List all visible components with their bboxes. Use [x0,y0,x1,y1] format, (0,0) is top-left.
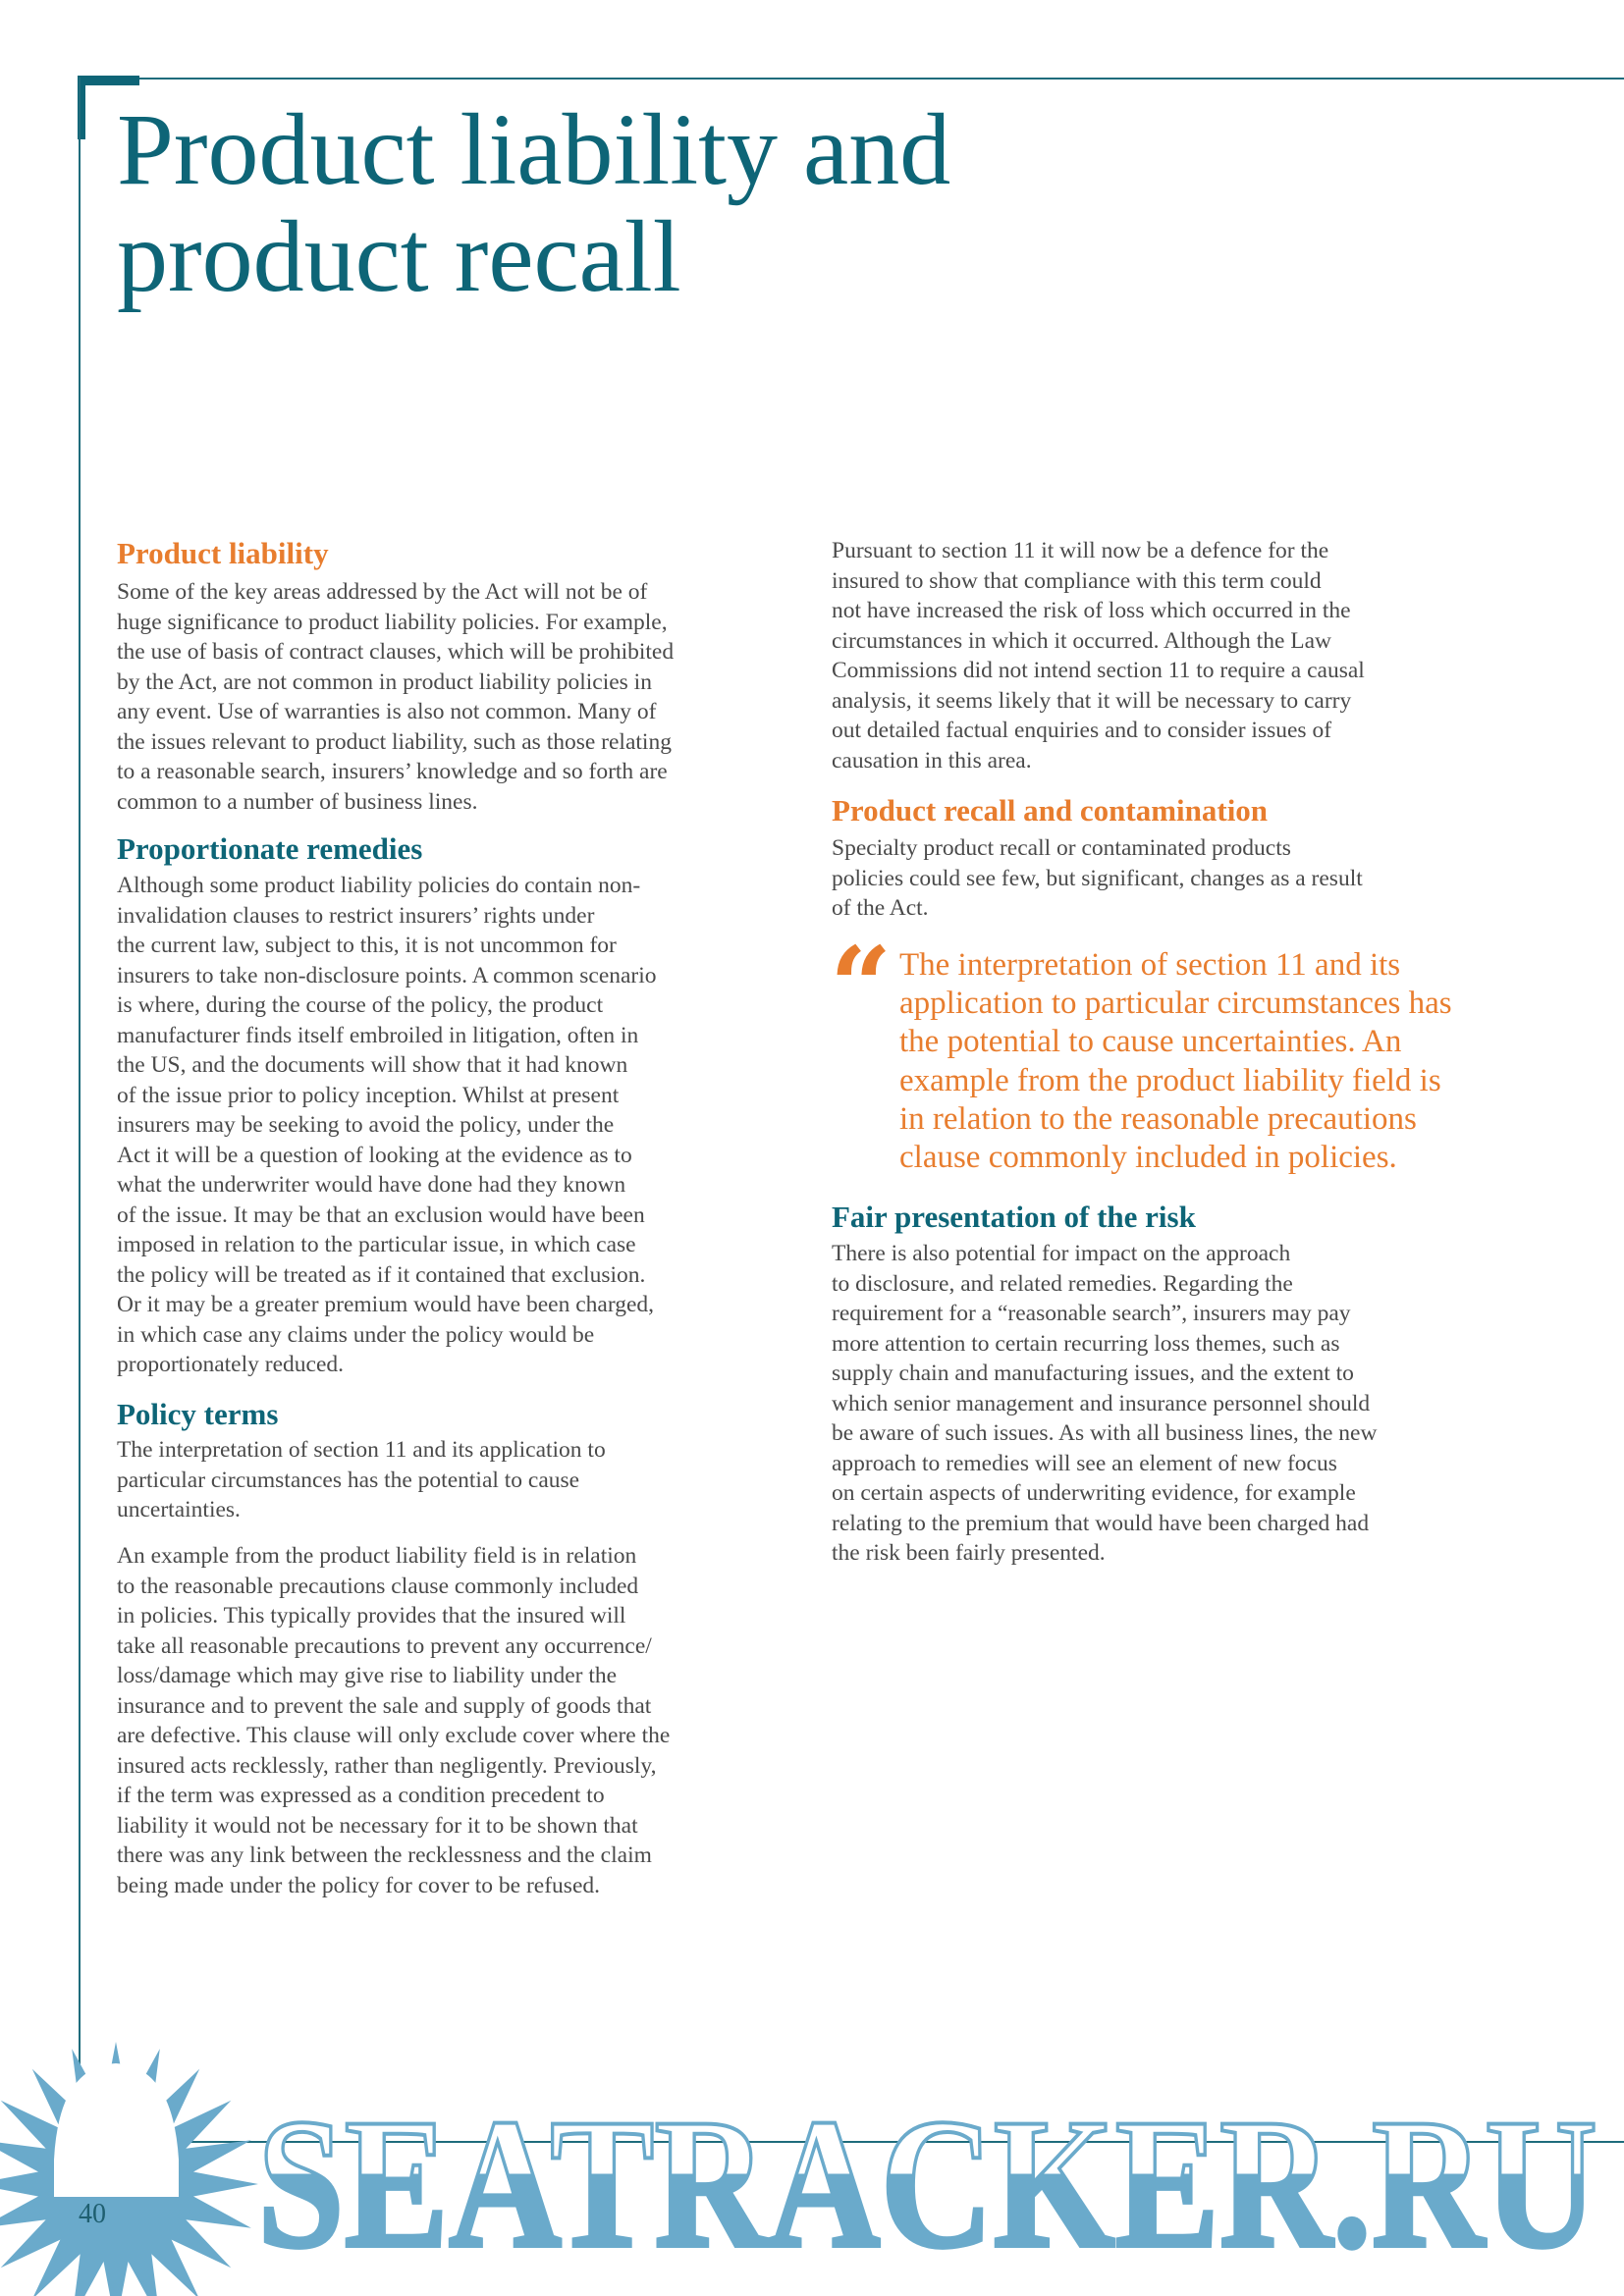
text-line: in policies. This typically provides that the insured will [117,1603,626,1629]
text-line: Although some product liability policies do contain non- [117,873,641,898]
text-line: loss/damage which may give rise to liability under the [117,1663,618,1688]
text-line: the current law, subject to this, it is not uncommon for [117,933,617,958]
text-line: any event. Use of warranties is also not common. Many of [117,699,657,724]
text-line: of the issue. It may be that an exclusion would have been [117,1201,645,1228]
pull-quote [899,946,1452,1177]
quote-mark-icon: “ [830,923,893,1049]
text-line: invalidation clauses to restrict insurers’ rights under [117,902,595,929]
text-line: on certain aspects of underwriting evidence, for example [832,1480,1356,1506]
text-line: insurance and to prevent the sale and supply of goods that [117,1692,652,1719]
text-line: what the underwriter would have done had they known [117,1172,626,1198]
watermark-text: SEATRACKER.RU [257,2081,1597,2287]
text-line: insured to show that compliance with this term could [832,567,1322,594]
text-line: of the Act. [832,895,929,921]
text-line: example from the product liability field is [899,1062,1441,1098]
text-line: insured acts recklessly, rather than negligently. Previously, [117,1752,657,1779]
title-line: product recall [117,200,681,313]
page-title [117,93,951,313]
text-line: Commissions did not intend section 11 to require a causal [832,658,1365,683]
text-line: the US, and the documents will show that it had known [117,1052,628,1078]
text-line: supply chain and manufacturing issues, and the extent to [832,1361,1354,1386]
paragraph-product-liability [117,577,674,817]
heading-policy-terms: Policy terms [117,1397,279,1431]
text-line: is where, during the course of the policy, the product [117,992,604,1018]
text-line: by the Act, are not common in product liability policies in [117,668,652,695]
starburst-dome [54,2063,179,2197]
text-line: the potential to cause uncertainties. An [899,1024,1402,1060]
heading-product-liability: Product liability [117,536,329,570]
text-line: Act it will be a question of looking at the evidence as to [117,1142,632,1168]
text-line: liability it would not be necessary for it to be shown that [117,1812,638,1839]
text-line: to disclosure, and related remedies. Regarding the [832,1270,1293,1297]
text-line: uncertainties. [117,1497,241,1522]
paragraph-product-recall [832,833,1363,924]
text-line: imposed in relation to the particular issue, in which case [117,1232,636,1257]
text-line: if the term was expressed as a condition precedent to [117,1783,605,1808]
text-line: Some of the key areas addressed by the Act will not be of [117,579,648,605]
text-line: the policy will be treated as if it contained that exclusion. [117,1261,646,1288]
text-line: insurers may be seeking to avoid the policy, under the [117,1112,615,1138]
text-line: to a reasonable search, insurers’ knowledge and so forth are [117,759,668,784]
text-line: approach to remedies will see an element of new focus [832,1450,1337,1476]
text-line: circumstances in which it occurred. Although the Law [832,627,1332,654]
text-line: The interpretation of section 11 and its application to [117,1437,606,1463]
watermark [0,2042,1624,2296]
text-line: being made under the policy for cover to be refused. [117,1872,601,1898]
top-rule [139,78,1624,80]
text-line: particular circumstances has the potential to cause [117,1467,580,1493]
text-line: the issues relevant to product liability, such as those relating [117,728,672,755]
text-line: Or it may be a greater premium would have been charged, [117,1292,655,1317]
text-line: Pursuant to section 11 it will now be a defence for the [832,538,1329,563]
text-line: more attention to certain recurring loss themes, such as [832,1330,1340,1357]
text-line: which senior management and insurance personnel should [832,1390,1371,1416]
paragraph-fair-presentation [832,1239,1377,1569]
text-line: The interpretation of section 11 and its [899,947,1401,983]
text-line: relating to the premium that would have been charged had [832,1510,1370,1536]
text-line: to the reasonable precautions clause commonly included [117,1573,639,1599]
text-line: huge significance to product liability policies. For example, [117,609,668,635]
paragraph-proportionate-remedies [117,871,657,1380]
left-rule [79,78,81,2141]
text-line: in which case any claims under the policy would be [117,1321,595,1348]
page-number: 40 [79,2199,106,2229]
text-line: of the issue prior to policy inception. Whilst at present [117,1082,620,1108]
text-line: analysis, it seems likely that it will be necessary to carry [832,687,1352,714]
paragraph-policy-terms-2 [117,1541,670,1900]
text-line: requirement for a “reasonable search”, insurers may pay [832,1301,1351,1326]
text-line: An example from the product liability field is in relation [117,1543,637,1569]
text-line: insurers to take non-disclosure points. A common scenario [117,962,657,988]
text-line: policies could see few, but significant, changes as a result [832,865,1363,891]
title-line: Product liability and [117,93,951,206]
text-line: the risk been fairly presented. [832,1540,1106,1566]
text-line: take all reasonable precautions to prevent any occurrence/ [117,1632,652,1659]
text-line: there was any link between the recklessness and the claim [117,1842,652,1868]
heading-fair-presentation: Fair presentation of the risk [832,1200,1196,1234]
starburst-icon [0,2042,258,2296]
corner-block-horizontal [78,76,139,85]
text-line: causation in this area. [832,747,1032,774]
text-line: application to particular circumstances has [899,986,1452,1022]
text-line: proportionately reduced. [117,1352,344,1377]
text-line: manufacturer finds itself embroiled in litigation, often in [117,1022,639,1048]
text-line: out detailed factual enquiries and to consider issues of [832,718,1332,743]
text-line: common to a number of business lines. [117,788,478,815]
text-line: are defective. This clause will only exclude cover where the [117,1723,671,1748]
heading-proportionate-remedies: Proportionate remedies [117,831,423,866]
paragraph-section-11 [832,536,1365,775]
text-line: in relation to the reasonable precautions [899,1100,1417,1137]
text-line: Specialty product recall or contaminated products [832,835,1291,861]
text-line: clause commonly included in policies. [899,1140,1397,1176]
text-line: be aware of such issues. As with all business lines, the new [832,1420,1378,1446]
text-line: There is also potential for impact on the approach [832,1241,1291,1266]
text-line: not have increased the risk of loss which occurred in the [832,598,1351,623]
text-line: the use of basis of contract clauses, which will be prohibited [117,639,675,665]
paragraph-policy-terms-1 [117,1435,606,1525]
heading-product-recall: Product recall and contamination [832,793,1269,828]
